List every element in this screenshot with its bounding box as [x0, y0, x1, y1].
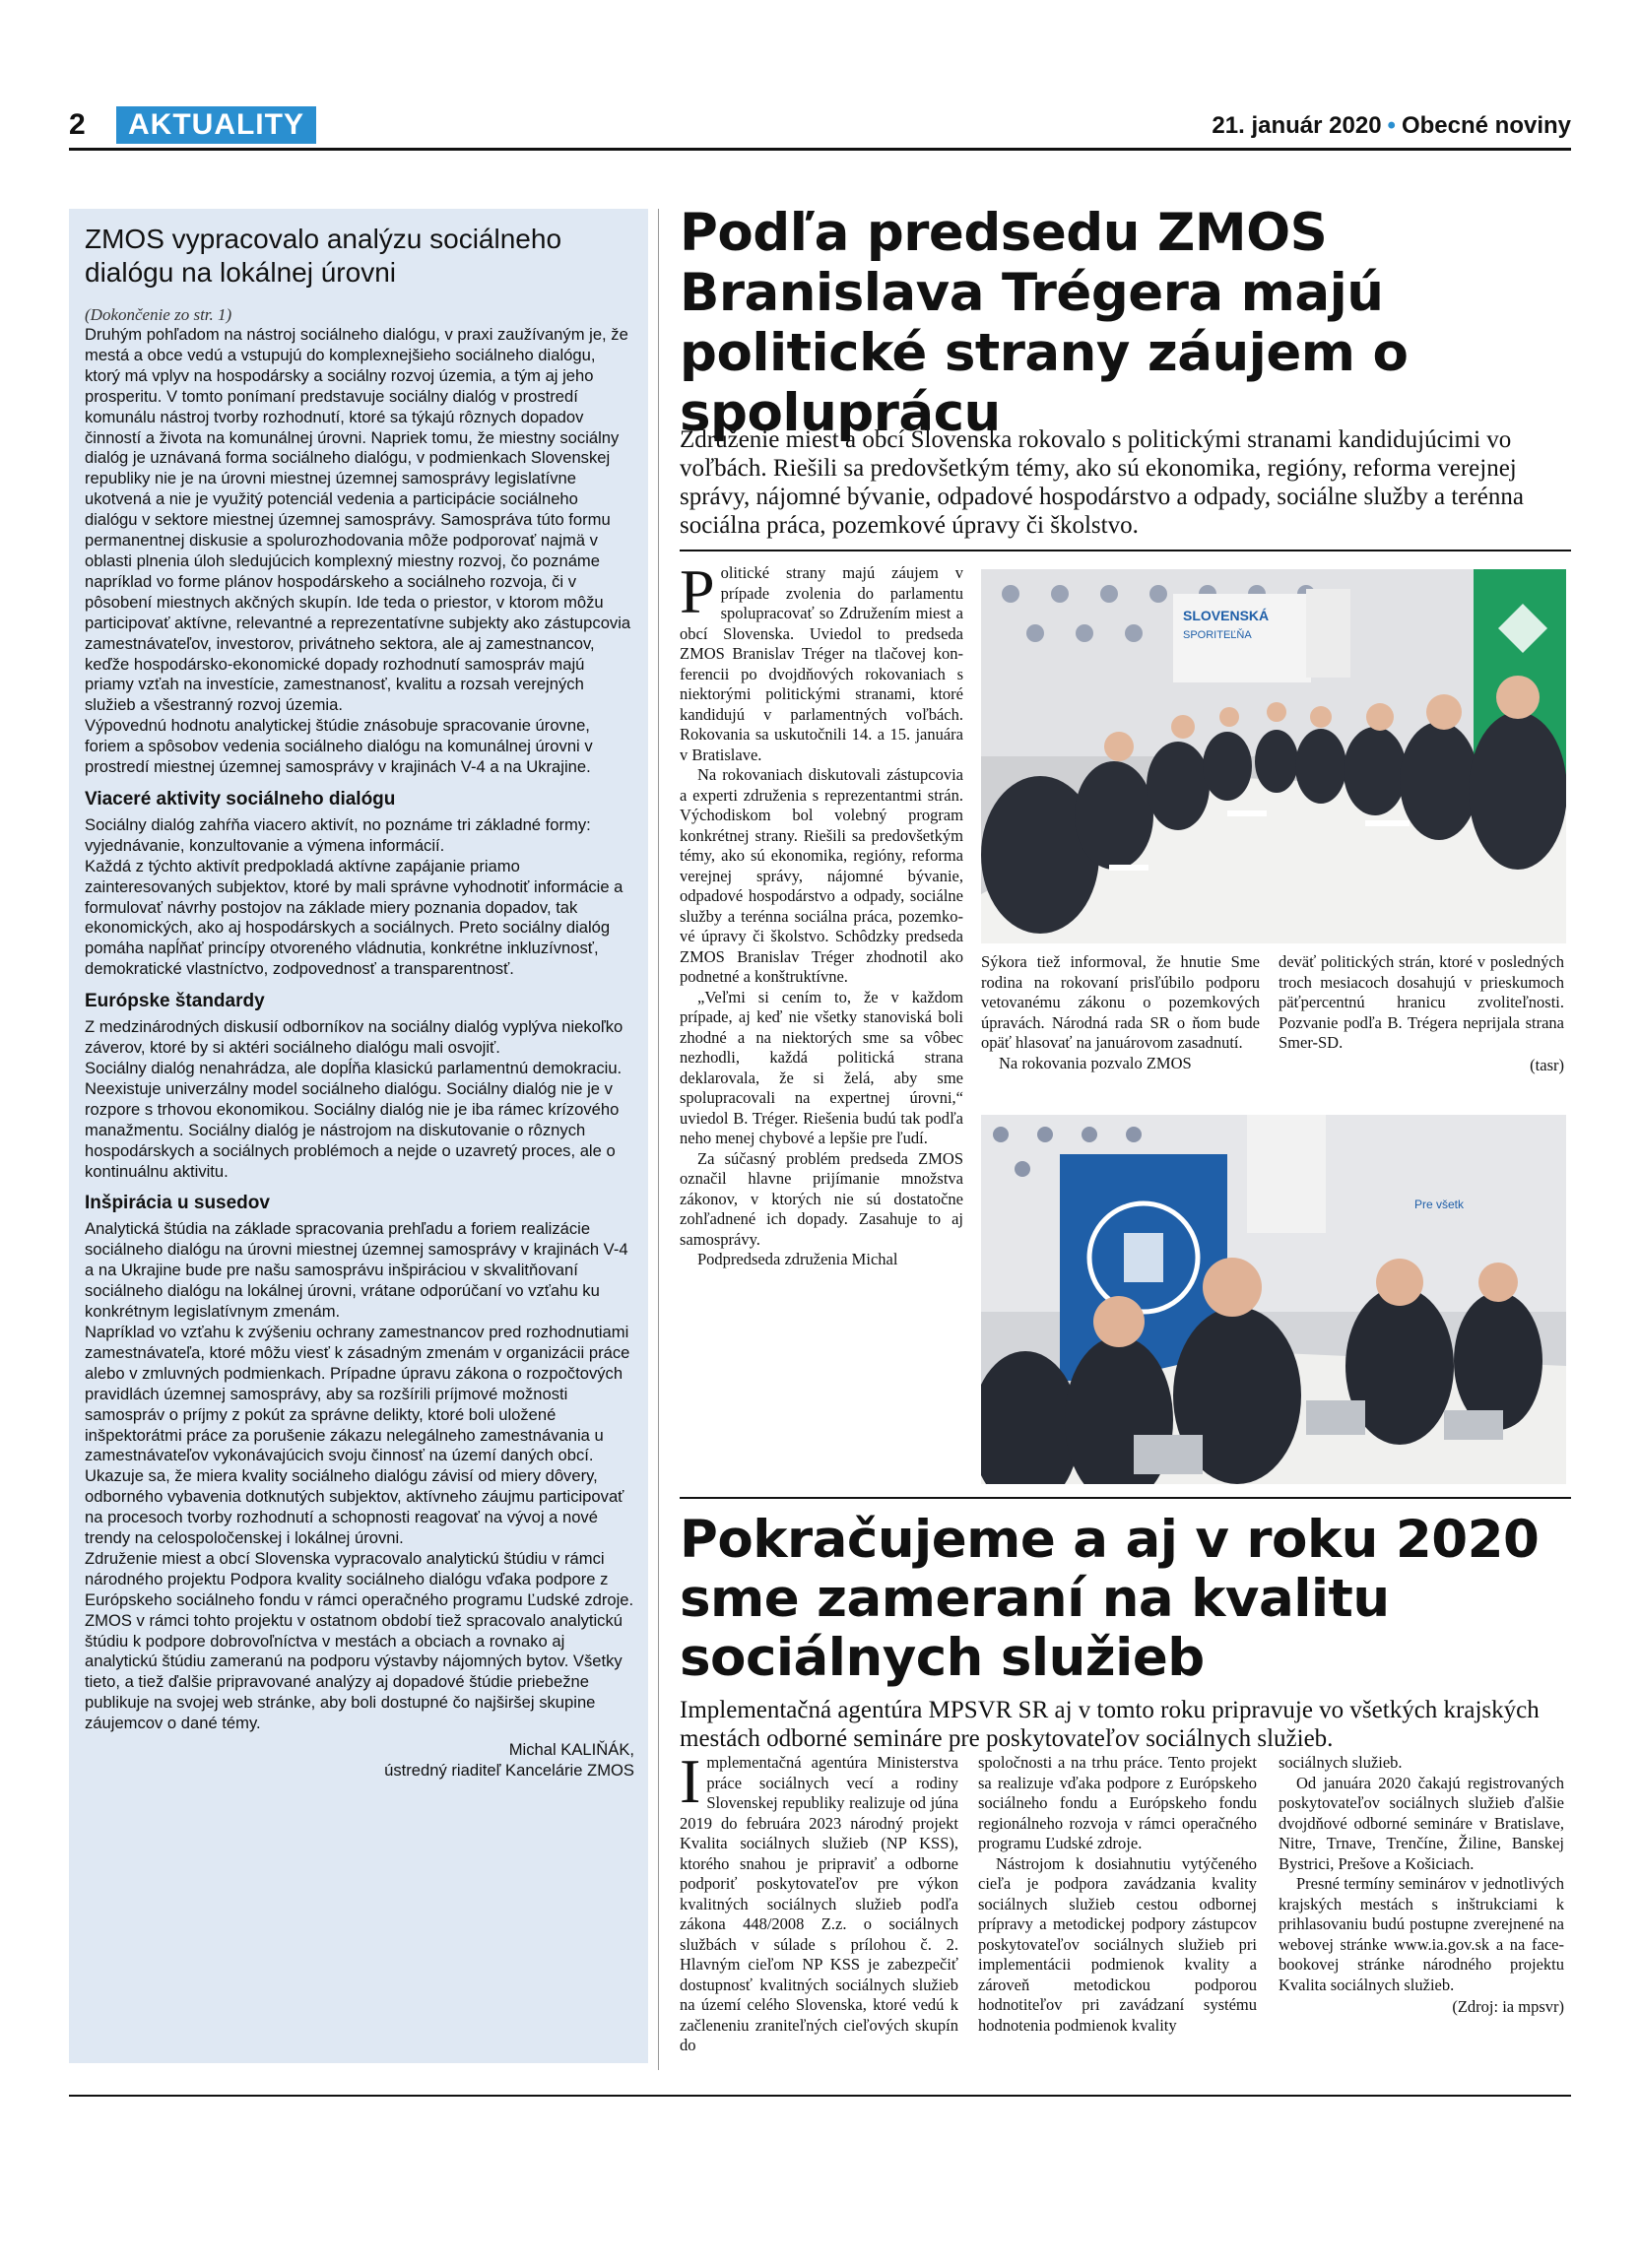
subheading: Viaceré aktivity sociálneho dialógu: [85, 788, 396, 810]
article2-paragraph: spoločnosti a na trhu práce. Tento projekt sa realizuje vďaka podpore z Európskeho sociálneho fondu a Európskeho fondu regionálneho rozvoja v rámci operačného programu Ľudské zdroje.: [978, 1753, 1257, 1852]
left-paragraph: Analytická štúdia na základe spracovania prehľadu a foriem realizácie sociálneho dialógu na úrovni miestnej územnej samosprávy v krajinách V-4 a na Ukrajine bude pre našu samosprávu inšpiráciou v skvalitňovaní sociálneho dialógu na lokálnej úrovni, vrátane odporúčaní vo vzťahu ku konkrétnym legislatívnym zmenám.: [85, 1219, 628, 1322]
article2-lead: Implementačná agentúra MPSVR SR aj v tomto roku pripravuje vo všetkých krajských mestách odborné semináre pre poskytovateľov sociálnych služieb.: [680, 1697, 1540, 1752]
article2-intro-text: mplementačná agentúra Ministerstva práce sociálnych vecí a rodiny Slovenskej republiky realizuje od júna 2019 do februára 2023 národný projekt Kvalita sociálnych služieb (NP KSS), ktorého snahou je pripraviť a odborne podporiť poskytovateľov pre výkon kvalitných sociálnych služieb podľa zákona 448/2008 Z.z. o sociálnych službách v súlade s prílohou č. 2. Hlavným cieľom NP KSS je zabezpečiť dostupnosť kvalitných sociálnych služieb na území celého Slovenska, ktoré vedú k začleneniu zraniteľných cieľových skupín do: [680, 1753, 958, 2054]
article1-paragraph: Na rokovaniach diskutovali zástupcovia a experti združenia s reprezentantmi strán. Východiskom bol volebný program konkrétnej strany. Riešili sa predovšetkým témy, ako sú ekonomika, regióny, reforma verejnej správy, nájomné bývanie, odpadové hospodárstvo a odpady, sociálne služby a terénna sociálna práca, pozemkové úpravy či školstvo. Schôdzky predseda ZMOS Branislav Tréger zhodnotil ako podnetné a konštruktívne.: [680, 765, 963, 986]
left-article-title: ZMOS vypracovalo analýzu sociálneho dialógu na lokálnej úrovni: [85, 224, 562, 288]
left-paragraph: Sociálny dialóg nenahrádza, ale dopĺňa klasickú parlamentnú demokraciu. Neexistuje univerzálny model sociálneho dialógu. Sociálny dialóg nie je v rozpore s trhovou ekonomikou. Sociálny dialóg nie je iba rámec krízového manažmentu. Sociálny dialóg je nástrojom na diskutovanie o rôznych hospodárskych a sociálnych problémoch a nejde o uzavretý proces, ale o kontinuálnu aktivitu.: [85, 1059, 623, 1181]
banner-text: SPORITEĽŇA: [1183, 629, 1252, 641]
article2-paragraph: Nástrojom k dosiahnutiu vytýčeného cieľa je podpora zavádzania kvality sociálnych služieb cestou odbornej prípravy a metodickej podpory zástupcov poskytovateľov sociálnych služieb pri implementácii podmienok kvality a zároveň metodickou podporou hodnotiteľov pri zavádzaní systému hodnotenia podmienok kvality: [978, 1853, 1257, 2035]
left-paragraph: Napríklad vo vzťahu k zvýšeniu ochrany zamestnancov pred rozhodnutiami zamestnávateľa, ktoré môžu viesť k zásadným zmenám v organizácii práce alebo v zmluvných podmienkach. Prípadne úpravu zákona o rozpočtových pravidlách územnej samosprávy, aby sa rozšírili príjmové možnosti samospráv o príjmy z pokút za správne delikty, ktoré boli uložené inšpektorátmi práce za porušenie zákazu nelegálneho zamestnávania u zamestnávateľov vykonávajúcich svoju činnosť na území daných obcí. Ukazuje sa, že miera kvality sociálneho dialógu závisí od miery dôvery, odborného vybavenia dotknutých subjektov, aktívneho záujmu participovať na procesoch tvorby rozhodnutí a schopnosti reagovať na vývoj a nové trendy na celospoločenskej i lokálnej úrovni.: [85, 1322, 630, 1548]
article2-column-3: [1279, 1753, 1564, 2083]
article2-headline: Pokračujeme a aj v roku 2020 sme zameraní na kvalitu sociálnych služieb: [680, 1510, 1540, 1688]
publication-name: Obecné noviny: [1401, 112, 1571, 139]
issue-info: [1212, 112, 1571, 140]
left-paragraph: Každá z týchto aktivít predpokladá aktívne zapájanie priamo zainteresovaných subjektov, ktoré by mali správne vyhodnotiť informácie a formulovať návrhy postojov na základe miery poznania dopadov, tak ekonomických, ako aj hospodárskych a sociálnych. Preto sociálny dialóg pomáha napĺňať princípy otvoreného vládnutia, konkrétne inkluzívnosť, demokratické vlastníctvo, zodpovednosť a transparentnosť.: [85, 856, 623, 979]
article1-lead: Združenie miest a obcí Slovenska rokovalo s politickými stranami kandidujúcimi vo voľbách. Riešili sa predovšetkým témy, ako sú ekonomika, regióny, reforma verejnej správy, nájomné bývanie, odpadové hospodárstvo a odpady, sociálne služby a terénna sociálna práca, pozemkové úpravy či školstvo.: [680, 426, 1524, 539]
article2-paragraph: Od januára 2020 čakajú registrovaných poskytovateľov sociálnych služieb ďalšie dvojdňové odborné semináre v Bratislave, Nitre, Trnave, Trenčíne, Žiline, Banskej Bystrici, Prešove a Košiciach.: [1279, 1773, 1564, 1873]
article1-paragraph: Podpredseda združenia Michal: [697, 1250, 898, 1268]
article1-rule: [680, 550, 1571, 551]
page-number: 2: [69, 108, 86, 141]
footer-rule: [69, 2095, 1571, 2097]
left-paragraph: Druhým pohľadom na nástroj sociálneho dialógu, v praxi zaužívaným je, že mestá a obce vedú a vstupujú do komplexnejšieho sociálneho dialógu, ktorý má vplyv na hospodársky a sociálny rozvoj územia, a tým aj jeho prosperitu. V tomto ponímaní predstavuje sociálny dialóg v prostredí komunálu nástroj tvorby rozhodnutí, ktoré sa týkajú rôznych dopadov činností a života na komunálnej úrovni. Napriek tomu, že miestny sociálny dialóg je uznávaná forma sociálneho dialógu, v podmienkach Slovenskej republiky nie je na úrovni miestnej územnej samosprávy legislatívne ukotvená a nie je využitý potenciál vedenia a participácie sociálneho dialógu v sektore miestnej územnej samosprávy. Samospráva túto formu permanentnej diskusie a spolurozhodovania môže podporovať najmä v oblasti plnenia úloh sledujúcich komplexný miestny rozvoj, čo poznáme napríklad vo forme plánov hospodárskeho a sociálneho rozvoja, či v pôsobení miestnych akčných skupín. Ide teda o priestor, v ktorom môžu participovať aktívne, relevantné a reprezentatívne subjekty ako zástupcovia zamestnávateľov, investorov, privátneho sektora, ale aj zamestnancov, keďže hospodársko-ekonomické dopady rozhodnutí samospráv majú priamy vzťah na investície, zamestnanosť, kvalitu a rozsah verejných služieb a všestranný rozvoj územia.: [85, 325, 631, 715]
drop-cap: P: [680, 563, 715, 626]
article2-first-paragraph: [680, 1753, 958, 2056]
article1-first-paragraph: [680, 563, 963, 765]
article1-column-2: [981, 952, 1260, 1115]
article1-column-3: [1279, 952, 1564, 1115]
issue-date: 21. január 2020: [1212, 112, 1382, 139]
meeting-photo-1: [981, 569, 1566, 943]
article1-headline: Podľa predsedu ZMOS Branislava Trégera majú politické strany záujem o spoluprácu: [680, 203, 1409, 443]
article2-credit: (Zdroj: ia mpsvr): [1452, 1997, 1564, 2016]
article1-intro-text: olitické strany majú záujem v prípade zvolenia do parlamentu spolupracovať so Združením miest a obcí Slovenska. Uviedol to predseda ZMOS Branislav Tréger na tlačovej konferencii po dvojdňových rokovaniach s niektorými politickými stranami, ktoré kandidujú v parlamentných voľbách. Rokovania sa uskutočnili 14. a 15. januára v Bratislave.: [680, 563, 963, 764]
left-paragraph: Výpovednú hodnotu analytickej štúdie znásobuje spracovanie úrovne, foriem a spôsobov vedenia sociálneho dialógu na komunálnej úrovni v prostredí miestnej územnej samosprávy v krajinách V-4 a na Ukrajine.: [85, 716, 593, 777]
author-name: Michal KALIŇÁK,: [508, 1740, 634, 1760]
article1-credit: (tasr): [1530, 1055, 1564, 1074]
header-rule: [69, 148, 1571, 151]
author-signature: [85, 1740, 634, 1782]
column-divider: [658, 209, 659, 2070]
continuation-note: (Dokončenie zo str. 1): [85, 305, 232, 324]
article1-paragraph: „Veľmi si cením to, že v každom prípade, aj keď nie všetky stanoviská boli zhodné a na niektorých sme sa vôbec nezhodli, každá politická strana deklarovala, že si želá, aby sme spolupracovali na expertnej úrovni,“ uviedol B. Tréger. Riešenia budú tak podľa neho menej chybové a lepšie pre ľudí.: [680, 987, 963, 1147]
article1-paragraph: deväť politických strán, ktoré v posledných troch mesiacoch dosahujú v prieskumoch päťpercentnú hranicu zvoliteľnosti. Pozvanie podľa B. Trégera neprijala strana Smer-SD.: [1279, 952, 1564, 1052]
article2-column-1: [680, 1753, 958, 2083]
meeting-photo-2: [981, 1115, 1566, 1484]
article2-column-2: [978, 1753, 1257, 2083]
banner-text: Pre všetk: [1414, 1198, 1465, 1211]
subheading: Európske štandardy: [85, 991, 265, 1012]
article2-rule: [680, 1497, 1571, 1499]
drop-cap: I: [680, 1753, 701, 1816]
article1-column-1: [680, 563, 963, 1484]
left-paragraph: Z medzinárodných diskusií odborníkov na sociálny dialóg vyplýva niekoľko záverov, ktoré by si aktéri sociálneho dialógu mali osvojiť.: [85, 1017, 623, 1058]
author-role: ústredný riaditeľ Kancelárie ZMOS: [384, 1761, 634, 1780]
separator-dot: •: [1387, 112, 1396, 139]
article2-paragraph: sociálnych služieb.: [1279, 1753, 1403, 1772]
article1-paragraph: Za súčasný problém predseda ZMOS označil hlavne prijímanie množstva zákonov, v ktorých nie sú dostatočne zohľadnené ich dopady. Zasahuje to aj samosprávy.: [680, 1148, 963, 1249]
left-paragraph: Združenie miest a obcí Slovenska vypracovalo analytickú štúdiu v rámci národného projektu Podpora kvality sociálneho dialógu vďaka podpore z Európskeho sociálneho fondu v rámci operačného programu Ľudské zdroje. ZMOS v rámci tohto projektu v ostatnom období tiež spracovalo analytickú štúdiu k podpore dobrovoľníctva v mestách a obciach a rovnako aj analytickú štúdiu zameranú na podporu výstavby nájomných bytov. Všetky tieto, a tiež ďalšie pripravované analýzy aj dopadové štúdie priebežne publikuje na svojej web stránke, aby boli dostupné čo najširšej skupine záujemcov o dané témy.: [85, 1548, 634, 1733]
left-article-box: [69, 209, 648, 2063]
banner-text: SLOVENSKÁ: [1183, 608, 1270, 623]
article1-paragraph: Na rokovania pozvalo ZMOS: [999, 1053, 1192, 1072]
article2-paragraph: Presné termíny seminárov v jednotlivých krajských mestách s inštrukciami k prihlasovaniu budú postupne zverejnené na webovej stránke www.ia.gov.sk a na facebookovej stránke národného projektu Kvalita sociálnych služieb.: [1279, 1874, 1564, 1994]
subheading: Inšpirácia u susedov: [85, 1193, 270, 1214]
article1-paragraph: Sýkora tiež informoval, že hnutie Sme rodina na rokovaní prisľúbilo podporu vetovanému zákonu o pozemkových úpravách. Národná rada SR o ňom bude opäť hlasovať na januárovom zasadnutí.: [981, 952, 1260, 1052]
left-paragraph: Sociálny dialóg zahŕňa viacero aktivít, no poznáme tri základné formy: vyjednávanie, konzultovanie a výmena informácií.: [85, 814, 591, 855]
section-tag: AKTUALITY: [116, 106, 316, 144]
